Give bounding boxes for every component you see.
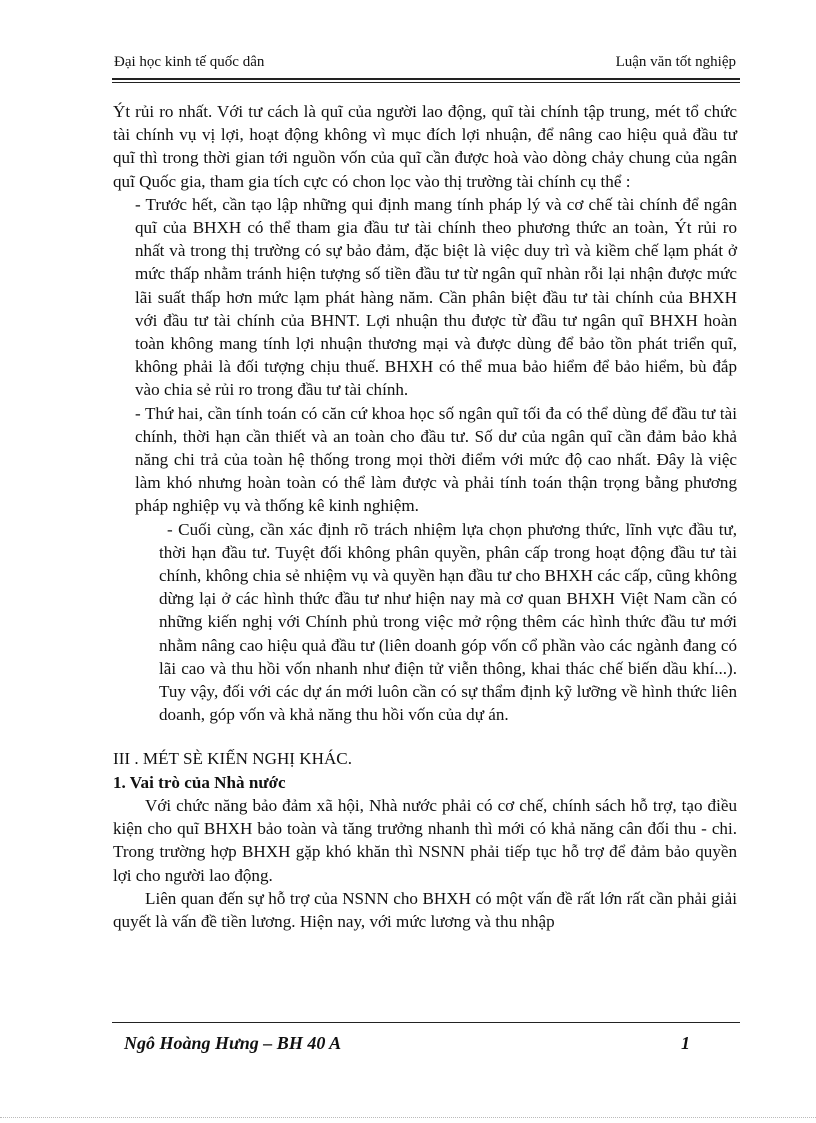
section-heading: III . MÉT SÈ KIẾN NGHỊ KHÁC. — [113, 749, 352, 769]
section-gap — [113, 726, 737, 747]
point-second: - Thứ hai, cần tính toán có căn cứ khoa học số ngân quĩ tối đa có thể dùng để đầu tư tài chính, thời hạn cần thiết và an toàn cho đầu tư. Số dư của ngân quĩ cần đảm bảo khả năng chi trả của toàn hệ thống trong mọi thời điểm với mức độ cao nhất. Đây là việc làm khó nhưng hoàn toàn có thể làm được và phải tính toán thận trọng bằng phương pháp nghiệp vụ và thống kê kinh nghiệm. — [135, 403, 737, 516]
header-rule-thick — [112, 78, 740, 80]
point-last: - Cuối cùng, cần xác định rõ trách nhiệm lựa chọn phương thức, lĩnh vực đầu tư, thời hạn đầu tư. Tuyệt đối không phân quyền, phân cấp trong hoạt động đầu tư tài chính, không chia sẻ nhiệm vụ và quyền hạn đầu tư cho BHXH các cấp, cũng không dừng lại ở các hình thức đầu tư như hiện nay mà cơ quan BHXH Việt Nam cần có những kiến nghị với Chính phủ trong việc mở rộng thêm các hình thức đầu tư mới nhằm nâng cao hiệu quả đầu tư (liên doanh góp vốn cổ phần vào các ngành đang có lãi cao và thu hồi vốn nhanh như điện tử viễn thông, khai thác chế biến dầu khí...). Tuy vậy, đối với các dự án mới luôn cần có sự thẩm định kỹ lưỡng về hình thức liên doanh, góp vốn và khả năng thu hồi vốn của dự án. — [159, 519, 737, 725]
intro-paragraph: Ýt rủi ro nhất. Với tư cách là quĩ của người lao động, quĩ tài chính tập trung, mét tổ chức tài chính vụ vị lợi, hoạt động không vì mục đích lợi nhuận, để nâng cao hiệu quả đầu tư quĩ thì trong thời gian tới nguồn vốn của quĩ cần được hoà vào dòng chảy chung của ngân quĩ Quốc gia, tham gia tích cực có chon lọc vào thị trường tài chính cụ thể : — [113, 102, 737, 191]
header-rule-thin — [112, 82, 740, 83]
page-header — [112, 48, 740, 78]
header-university: Đại học kinh tế quốc dân — [114, 54, 265, 70]
footer-rule — [112, 1022, 740, 1023]
point-first: - Trước hết, cần tạo lập những qui định mang tính pháp lý và cơ chế tài chính để ngân quĩ của BHXH có thể tham gia đầu tư tài chính theo phương thức an toàn, Ýt rủi ro nhất và trong thị trường có sự bảo đảm, đặc biệt là việc duy trì và kiềm chế lạm phát ở mức thấp nhằm tránh hiện tượng số tiền đầu tư từ ngân quĩ nhàn rỗi lại nhận được mức lãi suất thấp hơn mức lạm phát hàng năm. Cần phân biệt đầu tư tài chính của BHXH với đầu tư tài chính của BHNT. Lợi nhuận thu được từ đầu tư ngân quĩ BHXH hoàn toàn không mang tính lợi nhuận thương mại và được dùng để bảo tồn phát triển quĩ, không phải là đối tượng chịu thuế. BHXH có thể mua bảo hiểm để bảo hiểm, bù đắp vào chia sẻ rủi ro trong đầu tư tài chính. — [135, 194, 737, 400]
state-role-paragraph: Với chức năng bảo đảm xã hội, Nhà nước phải có cơ chế, chính sách hỗ trợ, tạo điều kiện cho quĩ BHXH bảo toàn và tăng trưởng nhanh thì mới có khả năng cân đối thu - chi. Trong trường hợp BHXH gặp khó khăn thì NSNN phải tiếp tục hỗ trợ để đảm bảo quyền lợi cho người lao động. — [113, 795, 737, 885]
salary-paragraph: Liên quan đến sự hỗ trợ của NSNN cho BHXH có một vấn đề rất lớn rất cần phải giải quyết là vấn đề tiền lương. Hiện nay, với mức lương và thu nhập — [113, 888, 737, 931]
sub-heading: 1. Vai trò của Nhà nước — [113, 772, 286, 792]
page-edge-dotted — [0, 1117, 816, 1118]
page-footer — [112, 1022, 740, 1062]
header-doc-type: Luận văn tốt nghiệp — [615, 54, 736, 70]
document-body — [113, 100, 737, 933]
page-number: 1 — [681, 1033, 690, 1053]
footer-author: Ngô Hoàng Hưng – BH 40 A — [124, 1033, 342, 1053]
